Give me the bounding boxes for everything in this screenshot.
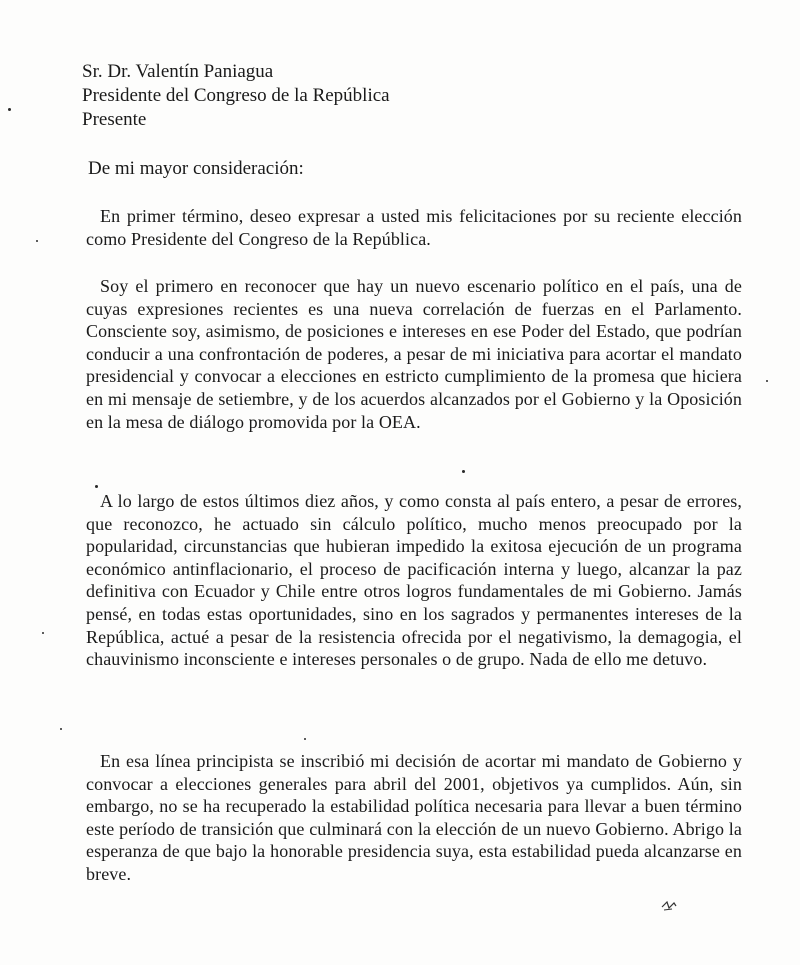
paragraph-2: Soy el primero en reconocer que hay un nuevo escenario político en el país, una de cuyas expresiones recientes es una nueva correlación de fuerzas en el Parlamento. Consciente soy, asimismo, de posiciones e intereses en ese Poder del Estado, que podrían conducir a una confrontación de poderes, a pesar de mi iniciativa para acortar el mandato presidencial y convocar a elecciones en estricto cumplimiento de la promesa que hiciera en mi mensaje de setiembre, y de los acuerdos alcanzados por el Gobierno y la Oposición en la mesa de diálogo promovida por la OEA. [86,276,742,432]
scan-speck [8,108,11,111]
scribble-mark [660,898,678,912]
scan-speck [462,470,465,473]
addressee-title: Presidente del Congreso de la República [82,85,390,106]
scan-speck [95,485,98,488]
paragraph-1: En primer término, deseo expresar a usted mis felicitaciones por su reciente elección como Presidente del Congreso de la República. [86,206,742,249]
scan-speck [36,240,38,242]
addressee-name: Sr. Dr. Valentín Paniagua [82,61,274,82]
salutation: De mi mayor consideración: [88,158,304,179]
addressee-block [82,60,742,132]
paragraph-4: En esa línea principista se inscribió mi decisión de acortar mi mandato de Gobierno y convocar a elecciones generales para abril del 2001, objetivos ya cumplidos. Aún, sin embargo, no se ha recuperado la estabilidad política necesaria para llevar a buen término este período de transición que culminará con la elección de un nuevo Gobierno. Abrigo la esperanza de que bajo la honorable presidencia suya, esta estabilidad pueda alcanzarse en breve. [86,751,742,884]
paragraph-3: A lo largo de estos últimos diez años, y como consta al país entero, a pesar de errores, que reconozco, he actuado sin cálculo político, mucho menos preocupado por la popularidad, circunstancias que hubieran impedido la exitosa ejecución de un programa económico antinflacionario, el proceso de pacificación interna y luego, alcanzar la paz definitiva con Ecuador y Chile entre otros logros fundamentales de mi Gobierno. Jamás pensé, en todas estas oportunidades, sino en los sagrados y permanentes intereses de la República, actué a pesar de la resistencia ofrecida por el negativismo, la demagogia, el chauvinismo inconsciente e intereses personales o de grupo. Nada de ello me detuvo. [86,491,742,670]
scan-speck [42,632,44,634]
addressee-presente: Presente [82,109,147,130]
scan-speck [60,728,62,730]
scan-speck [766,380,768,382]
scan-speck [304,738,306,740]
